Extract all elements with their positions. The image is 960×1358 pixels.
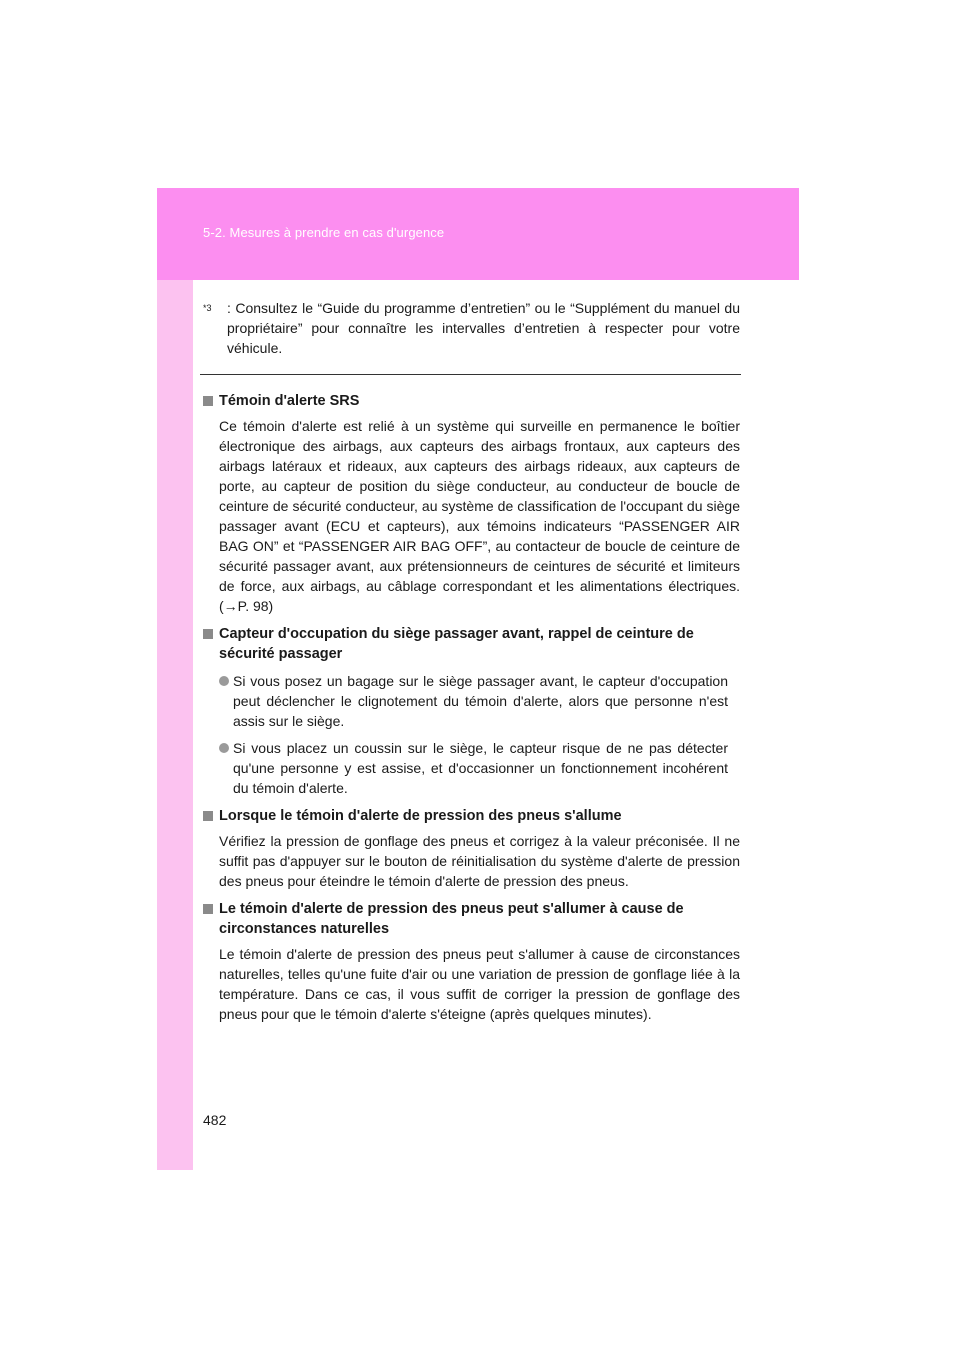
circle-bullet-icon bbox=[219, 676, 229, 686]
page-content bbox=[203, 298, 740, 1024]
section-heading: Capteur d'occupation du siège passager avant, rappel de ceinture de sécurité passager bbox=[203, 624, 740, 664]
section-occupant-sensor bbox=[203, 624, 740, 798]
footnote-text: : Consultez le “Guide du programme d’entretien” ou le “Supplément du manuel du propriétaire” pour connaître les intervalles d’entretien à respecter pour votre véhicule. bbox=[227, 300, 740, 356]
section-heading: Lorsque le témoin d'alerte de pression des pneus s'allume bbox=[203, 806, 740, 826]
left-margin-strip bbox=[157, 188, 193, 1170]
section-body: Le témoin d'alerte de pression des pneus peut s'allumer à cause de circonstances naturelles, telles qu'une fuite d'air ou une variation de pression de gonflage liée à la température. Dans ce cas, il vous suffit de corriger la pression de gonflage des pneus pour que le témoin d'alerte s'éteigne (après quelques minutes). bbox=[219, 946, 740, 1022]
square-bullet-icon bbox=[203, 629, 213, 639]
section-tire-pressure-on bbox=[203, 806, 740, 891]
footnote bbox=[203, 298, 740, 358]
page-number: 482 bbox=[203, 1112, 227, 1128]
section-srs-warning bbox=[203, 391, 740, 616]
section-heading: Le témoin d'alerte de pression des pneus peut s'allumer à cause de circonstances naturelles bbox=[203, 899, 740, 939]
divider bbox=[200, 374, 741, 375]
section-title: 5-2. Mesures à prendre en cas d'urgence bbox=[203, 225, 445, 240]
square-bullet-icon bbox=[203, 904, 213, 914]
section-body: Vérifiez la pression de gonflage des pneus et corrigez à la valeur préconisée. Il ne suffit pas d'appuyer sur le bouton de réinitialisation du système d'alerte de pression des pneus pour éteindre le témoin d'alerte de pression des pneus. bbox=[219, 833, 740, 889]
section-tire-pressure-natural bbox=[203, 899, 740, 1024]
circle-bullet-icon bbox=[219, 743, 229, 753]
section-heading: Témoin d'alerte SRS bbox=[203, 391, 740, 411]
list-item: Si vous placez un coussin sur le siège, le capteur risque de ne pas détecter qu'une personne y est assise, et d'occasionner un fonctionnement incohérent du témoin d'alerte. bbox=[203, 738, 740, 798]
footnote-marker: *3 bbox=[203, 303, 212, 313]
list-item: Si vous posez un bagage sur le siège passager avant, le capteur d'occupation peut déclencher le clignotement du témoin d'alerte, alors que personne n'est assis sur le siège. bbox=[203, 671, 740, 731]
section-body: Ce témoin d'alerte est relié à un système qui surveille en permanence le boîtier électronique des airbags, aux capteurs des airbags frontaux, aux capteurs des airbags latéraux et rideaux, aux capteurs des airbags rideaux, aux capteurs de porte, au capteur de position du siège conducteur, au conducteur de boucle de ceinture de sécurité conducteur, au système de classification de l'occupant du siège passager avant (ECU et capteurs), aux témoins indicateurs “PASSENGER AIR BAG ON” et “PASSENGER AIR BAG OFF”, au contacteur de boucle de ceinture de sécurité passager avant, aux prétensionneurs de ceintures de sécurité et limiteurs de force, aux airbags, au câblage correspondant et les alimentations électriques. (→P. 98) bbox=[219, 418, 740, 614]
square-bullet-icon bbox=[203, 811, 213, 821]
square-bullet-icon bbox=[203, 396, 213, 406]
